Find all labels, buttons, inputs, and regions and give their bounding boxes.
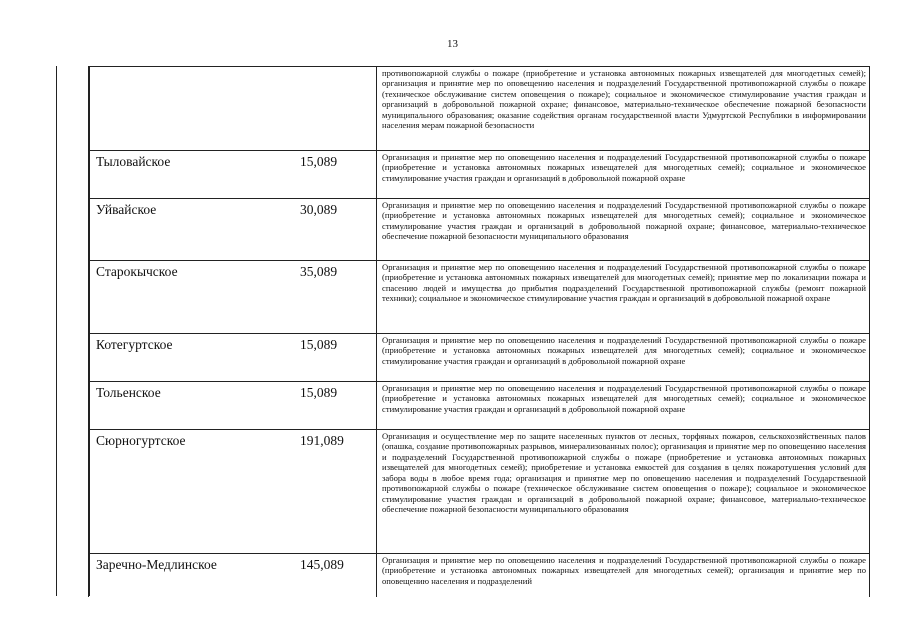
funding-amount: 145,089 bbox=[300, 557, 344, 572]
funding-amount: 15,089 bbox=[300, 337, 338, 352]
measures-table bbox=[56, 66, 869, 596]
funding-amount bbox=[266, 67, 376, 150]
settlement-name: Старокычское bbox=[88, 261, 266, 333]
funding-amount: 15,089 bbox=[300, 154, 338, 169]
table-body bbox=[88, 66, 870, 597]
settlement-name: Сюрногуртское bbox=[88, 430, 266, 553]
measures-text: Организация и принятие мер по оповещению населения и подразделений Государственной противопожарной службы о пожаре (приобретение и установка автономных пожарных извещателей для многодетных семей); социальное и экономическое стимулирование участия граждан и организаций в добровольной пожарной охране bbox=[376, 151, 869, 198]
measures-text: Организация и принятие мер по оповещению населения и подразделений Государственной противопожарной службы о пожаре (приобретение и установка автономных пожарных извещателей для многодетных семей); социальное и экономическое стимулирование участия граждан и организаций в добровольной пожарной охране; финансовое, материально-техническое обеспечение пожарной безопасности муниципального образования bbox=[376, 199, 869, 260]
settlement-name: Тыловайское bbox=[88, 151, 266, 198]
measures-text: противопожарной службы о пожаре (приобретение и установка автономных пожарных извещателей для многодетных семей); организация и принятие мер по оповещению населения и подразделений Государственной противопожарной службы о пожаре (техническое обслуживание систем оповещения о пожаре); социальное и экономическое стимулирование участия граждан и организаций в добровольной пожарной охране; финансовое, материально-техническое обеспечение пожарной безопасности муниципального образования; оказание содействия органам государственной власти Удмуртской Республики в информировании населения мерам пожарной безопасности bbox=[376, 67, 869, 150]
settlement-name: Котегуртское bbox=[88, 334, 266, 381]
table-row bbox=[88, 67, 869, 151]
settlement-name: Уйвайское bbox=[88, 199, 266, 260]
settlement-name: Тольенское bbox=[88, 382, 266, 429]
measures-text: Организация и принятие мер по оповещению населения и подразделений Государственной противопожарной службы о пожаре (приобретение и установка автономных пожарных извещателей для многодетных семей); социальное и экономическое стимулирование участия граждан и организаций в добровольной пожарной охране bbox=[376, 382, 869, 429]
table-row bbox=[88, 151, 869, 199]
measures-text: Организация и принятие мер по оповещению населения и подразделений Государственной противопожарной службы о пожаре (приобретение и установка автономных пожарных извещателей для многодетных семей); принятие мер по локализации пожара и спасению людей и имущества до прибытия подразделений Государственной противопожарной службы (ремонт пожарной техники); социальное и экономическое стимулирование участия граждан и организаций в добровольной пожарной охране bbox=[376, 261, 869, 333]
funding-amount: 30,089 bbox=[300, 202, 338, 217]
table-row bbox=[88, 382, 869, 430]
table-row bbox=[88, 261, 869, 334]
page-number: 13 bbox=[447, 38, 458, 50]
measures-text: Организация и принятие мер по оповещению населения и подразделений Государственной противопожарной службы о пожаре (приобретение и установка автономных пожарных извещателей для многодетных семей); организация и принятие мер по оповещению населения и подразделений bbox=[376, 554, 869, 597]
funding-amount: 191,089 bbox=[300, 433, 344, 448]
table-row bbox=[88, 430, 869, 554]
index-column bbox=[56, 66, 90, 596]
settlement-name bbox=[88, 67, 266, 150]
funding-amount: 35,089 bbox=[300, 264, 338, 279]
funding-amount: 15,089 bbox=[300, 385, 338, 400]
settlement-name: Заречно-Медлинское bbox=[88, 554, 266, 597]
measures-text: Организация и осуществление мер по защите населенных пунктов от лесных, торфяных пожаров, сельскохозяйственных палов (опашка, создание противопожарных разрывов, минерализованных полос); организация и принятие мер по оповещению населения и подразделений Государственной противопожарной службы о пожаре (приобретение и установка автономных пожарных извещателей для многодетных семей); приобретение и установка емкостей для создания в целях пожаротушения условий для забора воды в любое время года; организация и принятие мер по оповещению населения и подразделений Государственной противопожарной службы о пожаре (техническое обслуживание систем оповещения о пожаре); социальное и экономическое стимулирование участия граждан и организаций в добровольной пожарной охране; финансовое, материально-техническое обеспечение пожарной безопасности муниципального образования bbox=[376, 430, 869, 553]
table-row bbox=[88, 199, 869, 261]
table-row bbox=[88, 554, 869, 597]
table-row bbox=[88, 334, 869, 382]
measures-text: Организация и принятие мер по оповещению населения и подразделений Государственной противопожарной службы о пожаре (приобретение и установка автономных пожарных извещателей для многодетных семей); социальное и экономическое стимулирование участия граждан и организаций в добровольной пожарной охране bbox=[376, 334, 869, 381]
